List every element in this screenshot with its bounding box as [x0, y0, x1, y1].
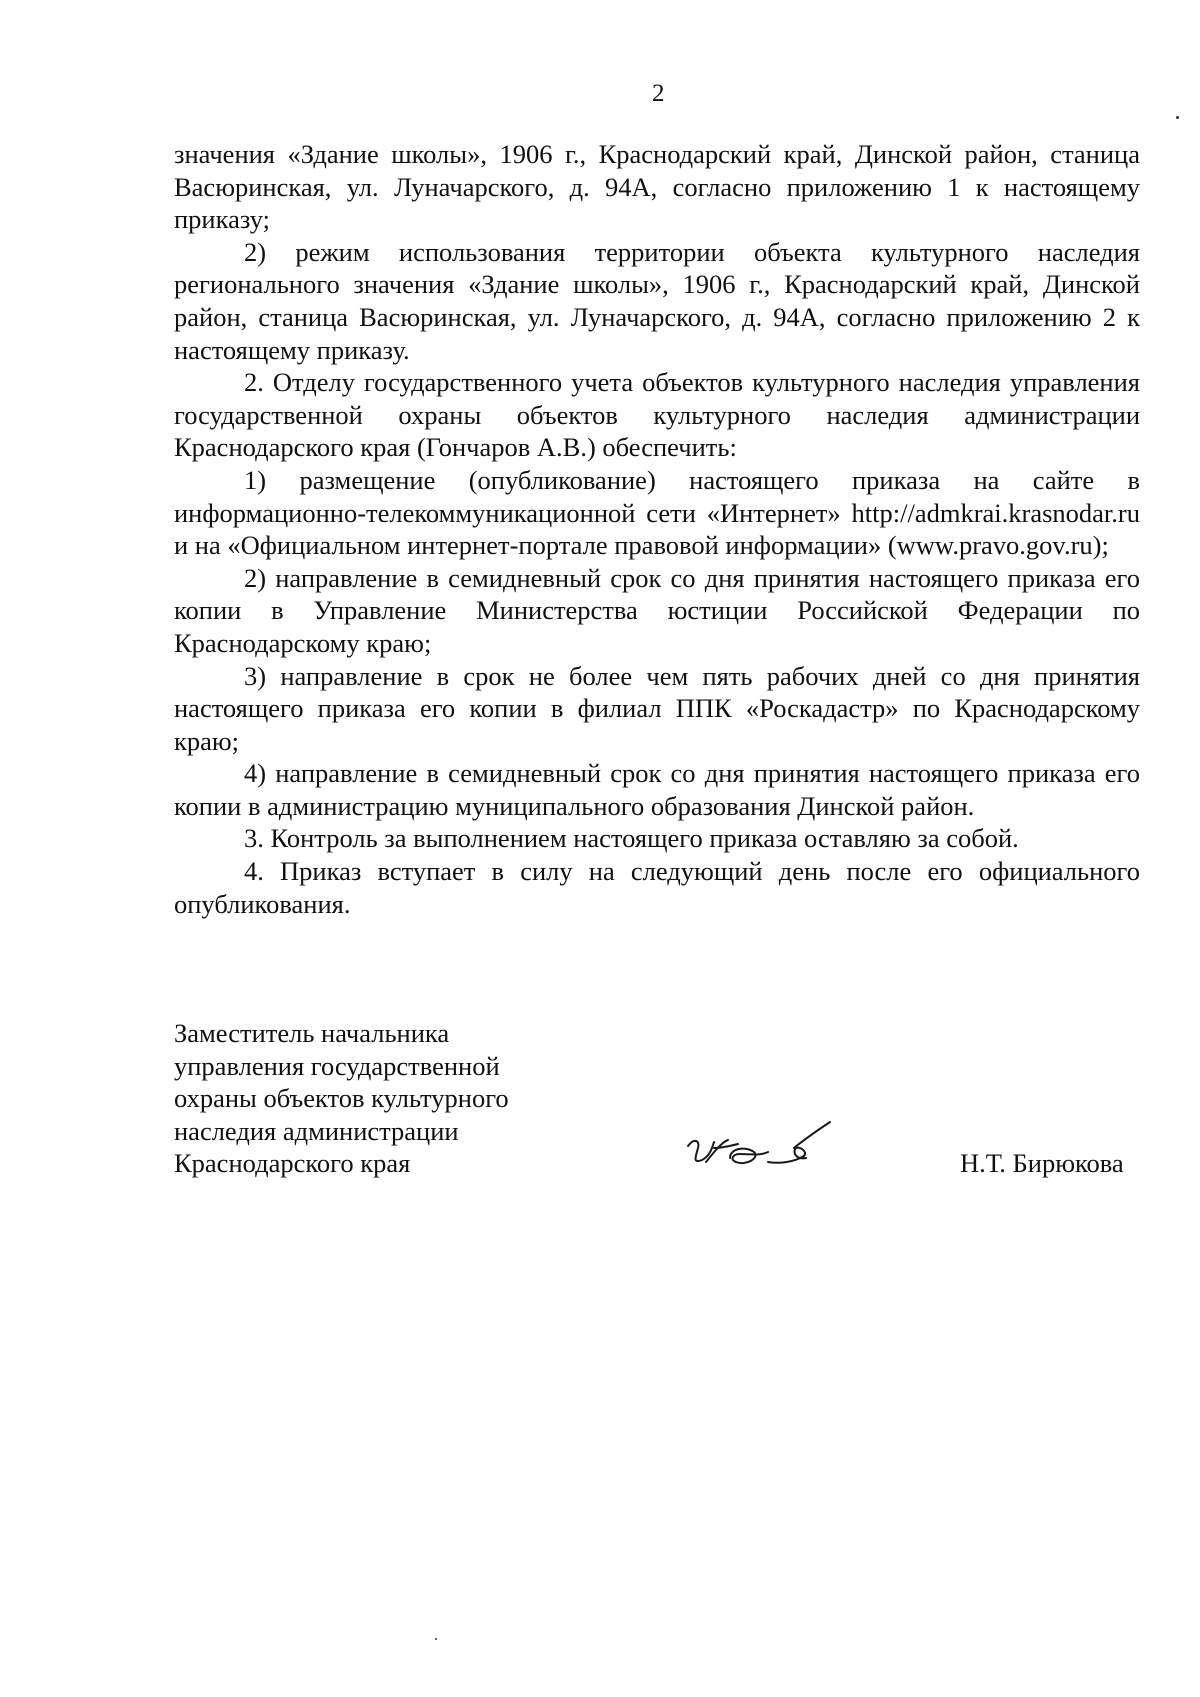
scan-speck	[435, 1638, 437, 1640]
document-body	[174, 138, 1140, 920]
signer-title-line: охраны объектов культурного	[174, 1083, 509, 1114]
signer-title	[174, 1017, 509, 1180]
signer-name: Н.Т. Бирюкова	[960, 1148, 1124, 1178]
page-number: 2	[652, 80, 665, 107]
handwritten-signature	[684, 1118, 834, 1180]
paragraph: значения «Здание школы», 1906 г., Краснодарский край, Динской район, станица Васюринская, ул. Луначарского, д. 94А, согласно приложению 1 к настоящему приказу;	[174, 139, 1140, 235]
paragraph: 2) направление в семидневный срок со дня принятия настоящего приказа его копии в Управление Министерства юстиции Российской Федерации по Краснодарскому краю;	[174, 562, 1140, 658]
paragraph: 1) размещение (опубликование) настоящего приказа на сайте в информационно-телекоммуникационной сети «Интернет» http://admkrai.krasnodar.ru и на «Официальном интернет-портале правовой информации» (www.pravo.gov.ru);	[174, 464, 1140, 561]
paragraph: 4. Приказ вступает в силу на следующий день после его официального опубликования.	[174, 856, 1140, 919]
signer-title-line: наследия администрации	[174, 1115, 459, 1146]
paragraph: 4) направление в семидневный срок со дня принятия настоящего приказа его копии в администрацию муниципального образования Динской район.	[174, 758, 1140, 821]
signer-title-line: Заместитель начальника	[174, 1018, 450, 1048]
signer-title-line: Краснодарского края	[174, 1148, 411, 1179]
paragraph: 2. Отделу государственного учета объектов культурного наследия управления государственной охраны объектов культурного наследия администрации Краснодарского края (Гончаров А.В.) обеспечить:	[174, 367, 1140, 463]
paragraph: 2) режим использования территории объекта культурного наследия регионального значения «Здание школы», 1906 г., Краснодарский край, Динской район, станица Васюринская, ул. Луначарского, д. 94А, согласно приложению 2 к настоящему приказу.	[174, 236, 1140, 365]
scan-speck	[1176, 116, 1179, 119]
paragraph: 3) направление в срок не более чем пять рабочих дней со дня принятия настоящего приказа его копии в филиал ППК «Роскадастр» по Краснодарскому краю;	[174, 660, 1140, 756]
signer-title-line: управления государственной	[174, 1050, 500, 1081]
paragraph: 3. Контроль за выполнением настоящего приказа оставляю за собой.	[244, 823, 1019, 854]
